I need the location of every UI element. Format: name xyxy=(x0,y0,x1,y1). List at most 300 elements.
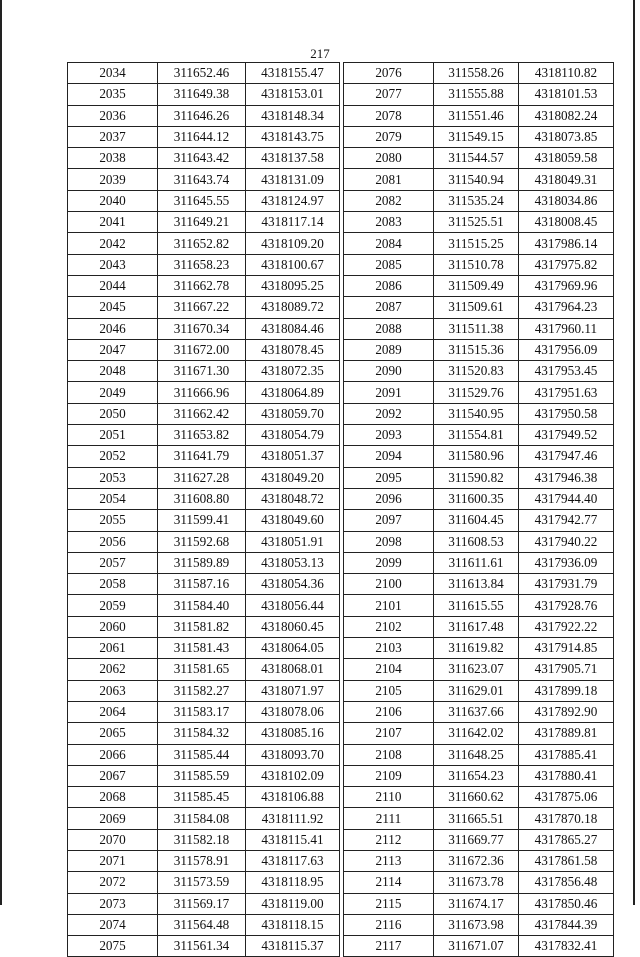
x-coordinate-cell: 311608.53 xyxy=(434,531,519,552)
y-coordinate-cell: 4318155.47 xyxy=(246,63,340,84)
y-coordinate-cell: 4317892.90 xyxy=(519,701,614,722)
x-coordinate-cell: 311627.28 xyxy=(158,467,246,488)
table-row xyxy=(68,361,340,382)
table-row xyxy=(68,531,340,552)
table-row xyxy=(68,254,340,275)
point-number-cell: 2084 xyxy=(344,233,434,254)
y-coordinate-cell: 4318131.09 xyxy=(246,169,340,190)
y-coordinate-cell: 4318054.79 xyxy=(246,425,340,446)
x-coordinate-cell: 311653.82 xyxy=(158,425,246,446)
table-row xyxy=(344,936,614,957)
table-row xyxy=(68,574,340,595)
point-number-cell: 2104 xyxy=(344,659,434,680)
table-row xyxy=(344,382,614,403)
x-coordinate-cell: 311613.84 xyxy=(434,574,519,595)
table-row xyxy=(68,595,340,616)
table-row xyxy=(344,914,614,935)
table-row xyxy=(344,84,614,105)
table-row xyxy=(344,680,614,701)
point-number-cell: 2109 xyxy=(344,765,434,786)
table-row xyxy=(68,510,340,531)
point-number-cell: 2040 xyxy=(68,190,158,211)
table-row xyxy=(344,212,614,233)
y-coordinate-cell: 4318082.24 xyxy=(519,105,614,126)
point-number-cell: 2072 xyxy=(68,872,158,893)
table-row xyxy=(68,105,340,126)
point-number-cell: 2034 xyxy=(68,63,158,84)
y-coordinate-cell: 4318102.09 xyxy=(246,765,340,786)
table-row xyxy=(344,574,614,595)
y-coordinate-cell: 4317905.71 xyxy=(519,659,614,680)
x-coordinate-cell: 311581.65 xyxy=(158,659,246,680)
y-coordinate-cell: 4317875.06 xyxy=(519,787,614,808)
y-coordinate-cell: 4318119.00 xyxy=(246,893,340,914)
point-number-cell: 2116 xyxy=(344,914,434,935)
y-coordinate-cell: 4318089.72 xyxy=(246,297,340,318)
point-number-cell: 2090 xyxy=(344,361,434,382)
x-coordinate-cell: 311580.96 xyxy=(434,446,519,467)
x-coordinate-cell: 311584.40 xyxy=(158,595,246,616)
point-number-cell: 2112 xyxy=(344,829,434,850)
y-coordinate-cell: 4317936.09 xyxy=(519,552,614,573)
point-number-cell: 2054 xyxy=(68,488,158,509)
x-coordinate-cell: 311649.38 xyxy=(158,84,246,105)
point-number-cell: 2073 xyxy=(68,893,158,914)
point-number-cell: 2111 xyxy=(344,808,434,829)
table-row xyxy=(68,680,340,701)
point-number-cell: 2063 xyxy=(68,680,158,701)
table-row xyxy=(68,403,340,424)
point-number-cell: 2115 xyxy=(344,893,434,914)
y-coordinate-cell: 4318078.06 xyxy=(246,701,340,722)
y-coordinate-cell: 4318078.45 xyxy=(246,339,340,360)
table-row xyxy=(344,787,614,808)
y-coordinate-cell: 4317940.22 xyxy=(519,531,614,552)
table-row xyxy=(344,339,614,360)
x-coordinate-cell: 311535.24 xyxy=(434,190,519,211)
y-coordinate-cell: 4318115.41 xyxy=(246,829,340,850)
point-number-cell: 2092 xyxy=(344,403,434,424)
table-row xyxy=(68,616,340,637)
y-coordinate-cell: 4317856.48 xyxy=(519,872,614,893)
x-coordinate-cell: 311604.45 xyxy=(434,510,519,531)
coordinates-table-right xyxy=(343,62,614,957)
point-number-cell: 2088 xyxy=(344,318,434,339)
x-coordinate-cell: 311510.78 xyxy=(434,254,519,275)
y-coordinate-cell: 4317969.96 xyxy=(519,275,614,296)
table-row xyxy=(68,765,340,786)
x-coordinate-cell: 311509.61 xyxy=(434,297,519,318)
point-number-cell: 2061 xyxy=(68,638,158,659)
point-number-cell: 2043 xyxy=(68,254,158,275)
x-coordinate-cell: 311599.41 xyxy=(158,510,246,531)
point-number-cell: 2105 xyxy=(344,680,434,701)
x-coordinate-cell: 311646.26 xyxy=(158,105,246,126)
point-number-cell: 2035 xyxy=(68,84,158,105)
x-coordinate-cell: 311667.22 xyxy=(158,297,246,318)
table-row xyxy=(344,808,614,829)
y-coordinate-cell: 4318115.37 xyxy=(246,936,340,957)
point-number-cell: 2066 xyxy=(68,744,158,765)
table-row xyxy=(68,723,340,744)
point-number-cell: 2101 xyxy=(344,595,434,616)
page-number: 217 xyxy=(310,46,330,61)
table-row xyxy=(68,212,340,233)
x-coordinate-cell: 311619.82 xyxy=(434,638,519,659)
point-number-cell: 2098 xyxy=(344,531,434,552)
y-coordinate-cell: 4317960.11 xyxy=(519,318,614,339)
x-coordinate-cell: 311509.49 xyxy=(434,275,519,296)
y-coordinate-cell: 4318064.89 xyxy=(246,382,340,403)
point-number-cell: 2075 xyxy=(68,936,158,957)
table-row xyxy=(344,616,614,637)
y-coordinate-cell: 4318034.86 xyxy=(519,190,614,211)
x-coordinate-cell: 311592.68 xyxy=(158,531,246,552)
table-row xyxy=(344,126,614,147)
x-coordinate-cell: 311649.21 xyxy=(158,212,246,233)
table-row xyxy=(344,638,614,659)
point-number-cell: 2071 xyxy=(68,850,158,871)
y-coordinate-cell: 4318072.35 xyxy=(246,361,340,382)
y-coordinate-cell: 4318051.37 xyxy=(246,446,340,467)
point-number-cell: 2117 xyxy=(344,936,434,957)
point-number-cell: 2041 xyxy=(68,212,158,233)
table-row xyxy=(68,744,340,765)
point-number-cell: 2108 xyxy=(344,744,434,765)
x-coordinate-cell: 311558.26 xyxy=(434,63,519,84)
point-number-cell: 2053 xyxy=(68,467,158,488)
x-coordinate-cell: 311645.55 xyxy=(158,190,246,211)
point-number-cell: 2102 xyxy=(344,616,434,637)
x-coordinate-cell: 311581.43 xyxy=(158,638,246,659)
point-number-cell: 2091 xyxy=(344,382,434,403)
table-row xyxy=(344,488,614,509)
point-number-cell: 2096 xyxy=(344,488,434,509)
y-coordinate-cell: 4318064.05 xyxy=(246,638,340,659)
table-row xyxy=(68,893,340,914)
point-number-cell: 2113 xyxy=(344,850,434,871)
point-number-cell: 2068 xyxy=(68,787,158,808)
point-number-cell: 2083 xyxy=(344,212,434,233)
y-coordinate-cell: 4317885.41 xyxy=(519,744,614,765)
x-coordinate-cell: 311670.34 xyxy=(158,318,246,339)
table-row xyxy=(344,850,614,871)
x-coordinate-cell: 311544.57 xyxy=(434,148,519,169)
y-coordinate-cell: 4318093.70 xyxy=(246,744,340,765)
table-row xyxy=(344,872,614,893)
point-number-cell: 2057 xyxy=(68,552,158,573)
y-coordinate-cell: 4317951.63 xyxy=(519,382,614,403)
page-edge-left xyxy=(0,0,2,905)
x-coordinate-cell: 311554.81 xyxy=(434,425,519,446)
point-number-cell: 2055 xyxy=(68,510,158,531)
table-row xyxy=(344,893,614,914)
y-coordinate-cell: 4318059.70 xyxy=(246,403,340,424)
x-coordinate-cell: 311629.01 xyxy=(434,680,519,701)
y-coordinate-cell: 4318051.91 xyxy=(246,531,340,552)
point-number-cell: 2065 xyxy=(68,723,158,744)
point-number-cell: 2045 xyxy=(68,297,158,318)
point-number-cell: 2093 xyxy=(344,425,434,446)
table-row xyxy=(344,403,614,424)
table-row xyxy=(344,765,614,786)
y-coordinate-cell: 4318118.95 xyxy=(246,872,340,893)
x-coordinate-cell: 311654.23 xyxy=(434,765,519,786)
table-row xyxy=(68,84,340,105)
point-number-cell: 2095 xyxy=(344,467,434,488)
x-coordinate-cell: 311529.76 xyxy=(434,382,519,403)
y-coordinate-cell: 4318117.63 xyxy=(246,850,340,871)
y-coordinate-cell: 4318054.36 xyxy=(246,574,340,595)
point-number-cell: 2064 xyxy=(68,701,158,722)
x-coordinate-cell: 311660.62 xyxy=(434,787,519,808)
y-coordinate-cell: 4318137.58 xyxy=(246,148,340,169)
point-number-cell: 2089 xyxy=(344,339,434,360)
x-coordinate-cell: 311674.17 xyxy=(434,893,519,914)
x-coordinate-cell: 311623.07 xyxy=(434,659,519,680)
table-row xyxy=(68,233,340,254)
y-coordinate-cell: 4318060.45 xyxy=(246,616,340,637)
x-coordinate-cell: 311583.17 xyxy=(158,701,246,722)
table-row xyxy=(344,723,614,744)
table-row xyxy=(68,914,340,935)
y-coordinate-cell: 4318068.01 xyxy=(246,659,340,680)
point-number-cell: 2056 xyxy=(68,531,158,552)
y-coordinate-cell: 4317953.45 xyxy=(519,361,614,382)
table-row xyxy=(344,425,614,446)
point-number-cell: 2085 xyxy=(344,254,434,275)
point-number-cell: 2103 xyxy=(344,638,434,659)
table-row xyxy=(68,659,340,680)
table-row xyxy=(68,446,340,467)
table-row xyxy=(68,339,340,360)
x-coordinate-cell: 311515.36 xyxy=(434,339,519,360)
y-coordinate-cell: 4318049.31 xyxy=(519,169,614,190)
point-number-cell: 2082 xyxy=(344,190,434,211)
table-row xyxy=(68,126,340,147)
point-number-cell: 2078 xyxy=(344,105,434,126)
point-number-cell: 2069 xyxy=(68,808,158,829)
y-coordinate-cell: 4318048.72 xyxy=(246,488,340,509)
point-number-cell: 2080 xyxy=(344,148,434,169)
y-coordinate-cell: 4318106.88 xyxy=(246,787,340,808)
y-coordinate-cell: 4317964.23 xyxy=(519,297,614,318)
x-coordinate-cell: 311671.07 xyxy=(434,936,519,957)
y-coordinate-cell: 4317865.27 xyxy=(519,829,614,850)
x-coordinate-cell: 311540.94 xyxy=(434,169,519,190)
point-number-cell: 2077 xyxy=(344,84,434,105)
x-coordinate-cell: 311671.30 xyxy=(158,361,246,382)
point-number-cell: 2079 xyxy=(344,126,434,147)
y-coordinate-cell: 4317975.82 xyxy=(519,254,614,275)
x-coordinate-cell: 311573.59 xyxy=(158,872,246,893)
x-coordinate-cell: 311564.48 xyxy=(158,914,246,935)
y-coordinate-cell: 4317944.40 xyxy=(519,488,614,509)
x-coordinate-cell: 311582.27 xyxy=(158,680,246,701)
y-coordinate-cell: 4317899.18 xyxy=(519,680,614,701)
y-coordinate-cell: 4317889.81 xyxy=(519,723,614,744)
y-coordinate-cell: 4318056.44 xyxy=(246,595,340,616)
x-coordinate-cell: 311611.61 xyxy=(434,552,519,573)
y-coordinate-cell: 4318109.20 xyxy=(246,233,340,254)
x-coordinate-cell: 311511.38 xyxy=(434,318,519,339)
y-coordinate-cell: 4317949.52 xyxy=(519,425,614,446)
x-coordinate-cell: 311561.34 xyxy=(158,936,246,957)
point-number-cell: 2036 xyxy=(68,105,158,126)
table-row xyxy=(344,105,614,126)
point-number-cell: 2107 xyxy=(344,723,434,744)
x-coordinate-cell: 311582.18 xyxy=(158,829,246,850)
y-coordinate-cell: 4318153.01 xyxy=(246,84,340,105)
x-coordinate-cell: 311662.78 xyxy=(158,275,246,296)
point-number-cell: 2110 xyxy=(344,787,434,808)
table-row xyxy=(68,787,340,808)
point-number-cell: 2070 xyxy=(68,829,158,850)
table-row xyxy=(68,382,340,403)
point-number-cell: 2048 xyxy=(68,361,158,382)
table-row xyxy=(68,488,340,509)
point-number-cell: 2058 xyxy=(68,574,158,595)
table-row xyxy=(68,169,340,190)
y-coordinate-cell: 4318110.82 xyxy=(519,63,614,84)
point-number-cell: 2051 xyxy=(68,425,158,446)
x-coordinate-cell: 311584.32 xyxy=(158,723,246,744)
y-coordinate-cell: 4317880.41 xyxy=(519,765,614,786)
y-coordinate-cell: 4318100.67 xyxy=(246,254,340,275)
point-number-cell: 2106 xyxy=(344,701,434,722)
table-row xyxy=(68,318,340,339)
x-coordinate-cell: 311520.83 xyxy=(434,361,519,382)
page-edge-right xyxy=(633,0,635,905)
table-row xyxy=(344,190,614,211)
point-number-cell: 2067 xyxy=(68,765,158,786)
x-coordinate-cell: 311569.17 xyxy=(158,893,246,914)
table-row xyxy=(68,936,340,957)
table-row xyxy=(344,446,614,467)
x-coordinate-cell: 311578.91 xyxy=(158,850,246,871)
x-coordinate-cell: 311641.79 xyxy=(158,446,246,467)
x-coordinate-cell: 311600.35 xyxy=(434,488,519,509)
y-coordinate-cell: 4317861.58 xyxy=(519,850,614,871)
point-number-cell: 2100 xyxy=(344,574,434,595)
x-coordinate-cell: 311637.66 xyxy=(434,701,519,722)
x-coordinate-cell: 311615.55 xyxy=(434,595,519,616)
y-coordinate-cell: 4318143.75 xyxy=(246,126,340,147)
point-number-cell: 2037 xyxy=(68,126,158,147)
y-coordinate-cell: 4318053.13 xyxy=(246,552,340,573)
point-number-cell: 2050 xyxy=(68,403,158,424)
table-row xyxy=(344,148,614,169)
point-number-cell: 2052 xyxy=(68,446,158,467)
x-coordinate-cell: 311585.45 xyxy=(158,787,246,808)
table-row xyxy=(344,254,614,275)
y-coordinate-cell: 4317947.46 xyxy=(519,446,614,467)
x-coordinate-cell: 311551.46 xyxy=(434,105,519,126)
table-row xyxy=(344,297,614,318)
y-coordinate-cell: 4318008.45 xyxy=(519,212,614,233)
y-coordinate-cell: 4317870.18 xyxy=(519,808,614,829)
y-coordinate-cell: 4317956.09 xyxy=(519,339,614,360)
y-coordinate-cell: 4318071.97 xyxy=(246,680,340,701)
y-coordinate-cell: 4317942.77 xyxy=(519,510,614,531)
x-coordinate-cell: 311585.59 xyxy=(158,765,246,786)
point-number-cell: 2099 xyxy=(344,552,434,573)
point-number-cell: 2059 xyxy=(68,595,158,616)
y-coordinate-cell: 4318084.46 xyxy=(246,318,340,339)
point-number-cell: 2076 xyxy=(344,63,434,84)
y-coordinate-cell: 4318148.34 xyxy=(246,105,340,126)
x-coordinate-cell: 311673.78 xyxy=(434,872,519,893)
table-row xyxy=(68,467,340,488)
point-number-cell: 2074 xyxy=(68,914,158,935)
table-row xyxy=(344,233,614,254)
y-coordinate-cell: 4318117.14 xyxy=(246,212,340,233)
point-number-cell: 2046 xyxy=(68,318,158,339)
table-row xyxy=(68,552,340,573)
coordinates-table-left xyxy=(67,62,340,957)
y-coordinate-cell: 4318073.85 xyxy=(519,126,614,147)
table-row xyxy=(344,275,614,296)
table-row xyxy=(344,744,614,765)
point-number-cell: 2060 xyxy=(68,616,158,637)
point-number-cell: 2094 xyxy=(344,446,434,467)
x-coordinate-cell: 311585.44 xyxy=(158,744,246,765)
x-coordinate-cell: 311515.25 xyxy=(434,233,519,254)
y-coordinate-cell: 4318101.53 xyxy=(519,84,614,105)
x-coordinate-cell: 311642.02 xyxy=(434,723,519,744)
x-coordinate-cell: 311549.15 xyxy=(434,126,519,147)
table-row xyxy=(68,701,340,722)
x-coordinate-cell: 311666.96 xyxy=(158,382,246,403)
x-coordinate-cell: 311644.12 xyxy=(158,126,246,147)
table-row xyxy=(344,318,614,339)
point-number-cell: 2062 xyxy=(68,659,158,680)
point-number-cell: 2086 xyxy=(344,275,434,296)
table-row xyxy=(344,467,614,488)
y-coordinate-cell: 4318124.97 xyxy=(246,190,340,211)
table-row xyxy=(68,148,340,169)
y-coordinate-cell: 4317922.22 xyxy=(519,616,614,637)
x-coordinate-cell: 311672.00 xyxy=(158,339,246,360)
table-row xyxy=(68,425,340,446)
table-row xyxy=(68,190,340,211)
table-row xyxy=(68,872,340,893)
y-coordinate-cell: 4317832.41 xyxy=(519,936,614,957)
point-number-cell: 2039 xyxy=(68,169,158,190)
x-coordinate-cell: 311665.51 xyxy=(434,808,519,829)
table-row xyxy=(344,169,614,190)
y-coordinate-cell: 4318095.25 xyxy=(246,275,340,296)
point-number-cell: 2049 xyxy=(68,382,158,403)
table-row xyxy=(344,701,614,722)
y-coordinate-cell: 4317946.38 xyxy=(519,467,614,488)
x-coordinate-cell: 311643.42 xyxy=(158,148,246,169)
x-coordinate-cell: 311587.16 xyxy=(158,574,246,595)
point-number-cell: 2038 xyxy=(68,148,158,169)
point-number-cell: 2042 xyxy=(68,233,158,254)
y-coordinate-cell: 4317914.85 xyxy=(519,638,614,659)
y-coordinate-cell: 4317950.58 xyxy=(519,403,614,424)
y-coordinate-cell: 4318111.92 xyxy=(246,808,340,829)
x-coordinate-cell: 311652.46 xyxy=(158,63,246,84)
point-number-cell: 2047 xyxy=(68,339,158,360)
table-row xyxy=(68,808,340,829)
x-coordinate-cell: 311608.80 xyxy=(158,488,246,509)
table-row xyxy=(68,638,340,659)
table-row xyxy=(344,510,614,531)
table-row xyxy=(68,850,340,871)
y-coordinate-cell: 4317928.76 xyxy=(519,595,614,616)
